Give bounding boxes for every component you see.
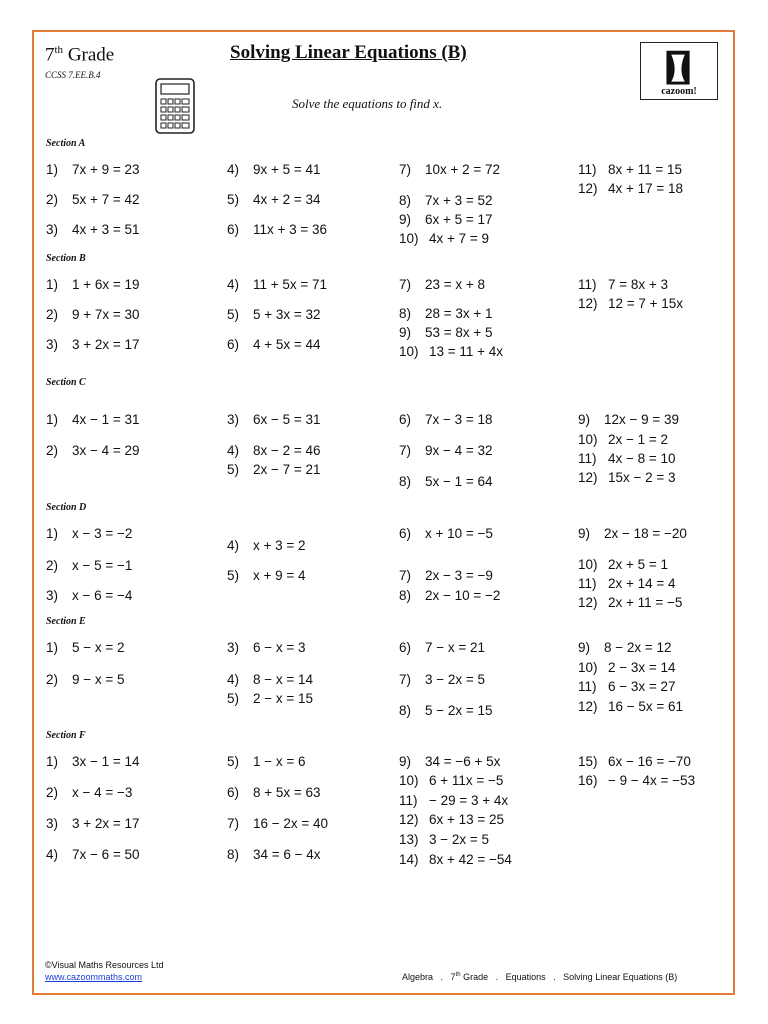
problem-number: 4) bbox=[227, 277, 240, 292]
problem-number: 5) bbox=[227, 754, 240, 769]
equation-item bbox=[227, 538, 306, 553]
grade-suffix: th bbox=[54, 44, 64, 56]
equation-text: 7x + 3 = 52 bbox=[425, 193, 493, 208]
equation-text: 8 − x = 14 bbox=[253, 672, 314, 687]
problem-number: 6) bbox=[227, 785, 240, 800]
website-link[interactable]: www.cazoommaths.com bbox=[45, 972, 143, 982]
equation-item bbox=[399, 443, 493, 458]
equation-text: 8x + 42 = −54 bbox=[429, 852, 512, 867]
problem-number: 10) bbox=[578, 660, 598, 675]
equation-item bbox=[578, 412, 679, 427]
equation-item bbox=[227, 672, 313, 687]
problem-number: 12) bbox=[578, 296, 598, 311]
problem-number: 11) bbox=[578, 576, 597, 591]
equation-text: 6x + 5 = 17 bbox=[425, 212, 493, 227]
equation-text: 3 − 2x = 5 bbox=[429, 832, 490, 847]
calculator-icon bbox=[155, 78, 195, 134]
problem-number: 12) bbox=[578, 181, 598, 196]
equation-text: 2x − 3 = −9 bbox=[425, 568, 493, 583]
ccss-code: CCSS 7.EE.B.4 bbox=[45, 70, 101, 80]
equation-item bbox=[399, 852, 512, 867]
grade-heading bbox=[45, 44, 114, 66]
equation-text: 5 − 2x = 15 bbox=[425, 703, 493, 718]
problem-number: 8) bbox=[399, 193, 412, 208]
problem-number: 1) bbox=[46, 754, 59, 769]
equation-item bbox=[578, 181, 683, 196]
equation-text: 34 = −6 + 5x bbox=[425, 754, 501, 769]
breadcrumb-grade-word: Grade bbox=[463, 972, 489, 982]
equation-text: 2x + 5 = 1 bbox=[608, 557, 669, 572]
equation-item bbox=[46, 192, 140, 207]
equation-item bbox=[578, 277, 668, 292]
section-label: Section A bbox=[46, 138, 86, 149]
equation-text: 1 − x = 6 bbox=[253, 754, 306, 769]
equation-text: 15x − 2 = 3 bbox=[608, 470, 676, 485]
equation-text: 3 − 2x = 5 bbox=[425, 672, 486, 687]
equation-item bbox=[578, 432, 668, 447]
equation-item bbox=[399, 672, 485, 687]
equation-text: 6 − 3x = 27 bbox=[608, 679, 676, 694]
problem-number: 6) bbox=[399, 640, 412, 655]
equation-item bbox=[578, 660, 676, 675]
instruction-text: Solve the equations to find x. bbox=[292, 96, 443, 111]
equation-item bbox=[227, 691, 313, 706]
breadcrumb-algebra: Algebra bbox=[402, 972, 434, 982]
breadcrumb-title: Solving Linear Equations (B) bbox=[563, 972, 678, 982]
equation-text: 5x + 7 = 42 bbox=[72, 192, 140, 207]
equation-item bbox=[227, 847, 321, 862]
equation-item bbox=[399, 277, 485, 292]
equation-text: 7 − x = 21 bbox=[425, 640, 486, 655]
equation-text: 3 + 2x = 17 bbox=[72, 816, 140, 831]
problem-number: 7) bbox=[399, 443, 412, 458]
problem-number: 9) bbox=[399, 754, 412, 769]
problem-number: 12) bbox=[399, 812, 419, 827]
equation-item bbox=[578, 162, 682, 177]
equation-item bbox=[578, 470, 676, 485]
problem-number: 9) bbox=[578, 526, 591, 541]
problem-number: 10) bbox=[399, 344, 419, 359]
problem-number: 13) bbox=[399, 832, 419, 847]
equation-text: 13 = 11 + 4x bbox=[429, 344, 504, 359]
problem-number: 7) bbox=[399, 162, 412, 177]
problem-number: 2) bbox=[46, 785, 59, 800]
equation-text: 4x + 7 = 9 bbox=[429, 231, 490, 246]
problem-number: 3) bbox=[46, 222, 59, 237]
equation-text: 4 + 5x = 44 bbox=[253, 337, 321, 352]
equation-text: 2x − 1 = 2 bbox=[608, 432, 669, 447]
section-label: Section E bbox=[46, 616, 86, 627]
equation-text: 9x − 4 = 32 bbox=[425, 443, 493, 458]
section-label: Section C bbox=[46, 377, 86, 388]
problem-number: 5) bbox=[227, 691, 240, 706]
problem-number: 5) bbox=[227, 462, 240, 477]
problem-number: 15) bbox=[578, 754, 598, 769]
equation-item bbox=[46, 754, 140, 769]
equation-text: 7x − 6 = 50 bbox=[72, 847, 140, 862]
equation-text: − 9 − 4x = −53 bbox=[608, 773, 696, 788]
equation-item bbox=[578, 754, 691, 769]
equation-item bbox=[399, 640, 485, 655]
breadcrumb-grade-number: 7 bbox=[450, 972, 456, 982]
equation-text: 6x − 5 = 31 bbox=[253, 412, 321, 427]
equation-item bbox=[227, 277, 327, 292]
equation-item bbox=[399, 568, 493, 583]
equation-text: 34 = 6 − 4x bbox=[253, 847, 321, 862]
equation-item bbox=[399, 474, 493, 489]
equation-item bbox=[46, 337, 140, 352]
problem-number: 2) bbox=[46, 307, 59, 322]
equation-text: 8x − 2 = 46 bbox=[253, 443, 321, 458]
problem-number: 8) bbox=[399, 306, 412, 321]
equation-item bbox=[46, 307, 140, 322]
equation-item bbox=[399, 344, 503, 359]
equation-item bbox=[46, 412, 140, 427]
equation-text: − 29 = 3 + 4x bbox=[429, 793, 509, 808]
equation-item bbox=[46, 277, 140, 292]
equation-text: 6x − 16 = −70 bbox=[608, 754, 691, 769]
equation-text: 7x + 9 = 23 bbox=[72, 162, 140, 177]
equation-text: 9x + 5 = 41 bbox=[253, 162, 321, 177]
equation-item bbox=[227, 568, 306, 583]
problem-number: 3) bbox=[46, 816, 59, 831]
equation-text: 5x − 1 = 64 bbox=[425, 474, 493, 489]
equation-text: 5 − x = 2 bbox=[72, 640, 125, 655]
problem-number: 11) bbox=[399, 793, 418, 808]
equation-text: 4x + 2 = 34 bbox=[253, 192, 321, 207]
equation-text: 4x + 3 = 51 bbox=[72, 222, 140, 237]
problem-number: 7) bbox=[227, 816, 240, 831]
equation-text: 2 − x = 15 bbox=[253, 691, 314, 706]
problem-number: 3) bbox=[46, 337, 59, 352]
equation-text: 4x + 17 = 18 bbox=[608, 181, 684, 196]
problem-number: 1) bbox=[46, 526, 59, 541]
equation-text: x − 6 = −4 bbox=[72, 588, 133, 603]
equation-text: x − 3 = −2 bbox=[72, 526, 133, 541]
equation-text: 8x + 11 = 15 bbox=[608, 162, 683, 177]
problem-number: 10) bbox=[399, 773, 419, 788]
problem-number: 11) bbox=[578, 679, 597, 694]
equation-text: 9 + 7x = 30 bbox=[72, 307, 140, 322]
equation-text: 10x + 2 = 72 bbox=[425, 162, 501, 177]
equation-text: 16 − 2x = 40 bbox=[253, 816, 329, 831]
problem-number: 7) bbox=[399, 568, 412, 583]
equation-text: 2x + 11 = −5 bbox=[608, 595, 683, 610]
problem-number: 1) bbox=[46, 412, 59, 427]
problem-number: 5) bbox=[227, 307, 240, 322]
section-label: Section B bbox=[46, 253, 86, 264]
problem-number: 7) bbox=[399, 277, 412, 292]
equation-item bbox=[578, 557, 668, 572]
problem-number: 6) bbox=[399, 412, 412, 427]
equation-text: 5 + 3x = 32 bbox=[253, 307, 321, 322]
grade-word: Grade bbox=[67, 44, 115, 66]
problem-number: 7) bbox=[399, 672, 412, 687]
equation-text: 8 + 5x = 63 bbox=[253, 785, 321, 800]
problem-number: 4) bbox=[46, 847, 59, 862]
problem-number: 4) bbox=[227, 538, 240, 553]
problem-number: 8) bbox=[399, 474, 412, 489]
grade-number: 7 bbox=[45, 44, 55, 66]
equation-item bbox=[578, 773, 695, 788]
problem-number: 1) bbox=[46, 640, 59, 655]
equation-item bbox=[578, 296, 683, 311]
equation-text: 2x + 14 = 4 bbox=[608, 576, 676, 591]
problem-number: 8) bbox=[399, 703, 412, 718]
equation-text: 23 = x + 8 bbox=[425, 277, 486, 292]
equation-item bbox=[227, 462, 321, 477]
problem-number: 2) bbox=[46, 672, 59, 687]
problem-number: 9) bbox=[578, 412, 591, 427]
problem-number: 9) bbox=[578, 640, 591, 655]
problem-number: 3) bbox=[46, 588, 59, 603]
equation-item bbox=[578, 576, 676, 591]
equation-item bbox=[227, 443, 321, 458]
equation-item bbox=[46, 162, 140, 177]
equation-text: x + 9 = 4 bbox=[253, 568, 306, 583]
equation-text: x + 10 = −5 bbox=[425, 526, 493, 541]
equation-text: 3 + 2x = 17 bbox=[72, 337, 140, 352]
equation-item bbox=[578, 699, 683, 714]
equation-item bbox=[399, 588, 500, 603]
equation-item bbox=[399, 412, 493, 427]
problem-number: 8) bbox=[227, 847, 240, 862]
problem-number: 2) bbox=[46, 558, 59, 573]
equation-item bbox=[46, 588, 132, 603]
problem-number: 11) bbox=[578, 277, 597, 292]
equation-item bbox=[578, 640, 672, 655]
equation-text: 28 = 3x + 1 bbox=[425, 306, 493, 321]
equation-item bbox=[399, 773, 503, 788]
equation-item bbox=[227, 412, 321, 427]
equation-text: 9 − x = 5 bbox=[72, 672, 125, 687]
problem-number: 4) bbox=[227, 672, 240, 687]
equation-item bbox=[46, 672, 125, 687]
equation-text: 3x − 4 = 29 bbox=[72, 443, 140, 458]
breadcrumb-grade-suffix: th bbox=[455, 972, 461, 978]
breadcrumb-topic: Equations bbox=[505, 972, 546, 982]
equation-text: 8 − 2x = 12 bbox=[604, 640, 672, 655]
equation-item bbox=[578, 595, 682, 610]
equation-text: 11 + 5x = 71 bbox=[253, 277, 328, 292]
equation-text: 12 = 7 + 15x bbox=[608, 296, 684, 311]
equation-text: 7 = 8x + 3 bbox=[608, 277, 669, 292]
equation-text: 2x − 7 = 21 bbox=[253, 462, 321, 477]
problem-number: 12) bbox=[578, 595, 598, 610]
equation-text: 4x − 1 = 31 bbox=[72, 412, 140, 427]
equation-text: 16 − 5x = 61 bbox=[608, 699, 684, 714]
equation-item bbox=[399, 754, 500, 769]
equation-item bbox=[46, 640, 125, 655]
equation-text: 1 + 6x = 19 bbox=[72, 277, 140, 292]
equation-item bbox=[46, 222, 140, 237]
problem-number: 4) bbox=[227, 443, 240, 458]
equation-item bbox=[227, 337, 321, 352]
equation-item bbox=[227, 785, 321, 800]
equation-text: 4x − 8 = 10 bbox=[608, 451, 676, 466]
problem-number: 4) bbox=[227, 162, 240, 177]
problem-number: 1) bbox=[46, 277, 59, 292]
copyright: ©Visual Maths Resources Ltd bbox=[45, 960, 164, 970]
equation-text: 53 = 8x + 5 bbox=[425, 325, 493, 340]
equation-item bbox=[46, 526, 132, 541]
problem-number: 3) bbox=[227, 412, 240, 427]
problem-number: 16) bbox=[578, 773, 598, 788]
problem-number: 2) bbox=[46, 443, 59, 458]
problem-number: 3) bbox=[227, 640, 240, 655]
equation-text: 3x − 1 = 14 bbox=[72, 754, 140, 769]
problem-number: 10) bbox=[399, 231, 419, 246]
equation-item bbox=[578, 451, 676, 466]
equation-text: 6 + 11x = −5 bbox=[429, 773, 504, 788]
equation-item bbox=[46, 785, 132, 800]
equation-text: 11x + 3 = 36 bbox=[253, 222, 328, 237]
problem-number: 12) bbox=[578, 470, 598, 485]
equation-item bbox=[578, 526, 687, 541]
problem-number: 9) bbox=[399, 212, 412, 227]
problem-number: 11) bbox=[578, 451, 597, 466]
equation-item bbox=[46, 443, 140, 458]
equation-item bbox=[399, 793, 508, 808]
problem-number: 6) bbox=[227, 222, 240, 237]
equation-text: x − 5 = −1 bbox=[72, 558, 133, 573]
cazoom-logo bbox=[640, 42, 718, 100]
equation-item bbox=[227, 222, 327, 237]
equation-item bbox=[399, 325, 493, 340]
equation-item bbox=[399, 812, 504, 827]
problem-number: 2) bbox=[46, 192, 59, 207]
equation-text: 12x − 9 = 39 bbox=[604, 412, 680, 427]
problem-number: 6) bbox=[399, 526, 412, 541]
section-label: Section D bbox=[46, 502, 87, 513]
equation-item bbox=[227, 816, 328, 831]
equation-item bbox=[399, 193, 493, 208]
equation-item bbox=[399, 231, 489, 246]
equation-item bbox=[227, 307, 321, 322]
problem-number: 9) bbox=[399, 325, 412, 340]
equation-text: 2x − 18 = −20 bbox=[604, 526, 687, 541]
equation-item bbox=[227, 192, 321, 207]
section-label: Section F bbox=[46, 730, 86, 741]
equation-item bbox=[399, 526, 493, 541]
equation-item bbox=[399, 703, 493, 718]
equation-text: 7x − 3 = 18 bbox=[425, 412, 493, 427]
problem-number: 10) bbox=[578, 432, 598, 447]
equation-item bbox=[227, 754, 306, 769]
equation-item bbox=[399, 832, 489, 847]
page-title: Solving Linear Equations (B) bbox=[230, 42, 467, 63]
equation-item bbox=[227, 640, 306, 655]
problem-number: 14) bbox=[399, 852, 419, 867]
equation-item bbox=[578, 679, 676, 694]
problem-number: 10) bbox=[578, 557, 598, 572]
problem-number: 11) bbox=[578, 162, 597, 177]
equation-item bbox=[46, 558, 132, 573]
problem-number: 1) bbox=[46, 162, 59, 177]
equation-text: 6 − x = 3 bbox=[253, 640, 306, 655]
logo-text: cazoom! bbox=[661, 86, 697, 97]
problem-number: 12) bbox=[578, 699, 598, 714]
footer-breadcrumb: Algebra . 7th Grade . Equations . Solving Linear Equations (B) bbox=[402, 972, 678, 982]
equation-item bbox=[399, 212, 493, 227]
equation-text: 6x + 13 = 25 bbox=[429, 812, 505, 827]
equation-item bbox=[399, 162, 500, 177]
equation-item bbox=[46, 816, 140, 831]
equation-item bbox=[227, 162, 321, 177]
equation-text: x + 3 = 2 bbox=[253, 538, 306, 553]
problem-number: 6) bbox=[227, 337, 240, 352]
problem-number: 8) bbox=[399, 588, 412, 603]
problem-number: 5) bbox=[227, 192, 240, 207]
problem-number: 5) bbox=[227, 568, 240, 583]
equation-item bbox=[46, 847, 140, 862]
equation-text: 2x − 10 = −2 bbox=[425, 588, 501, 603]
equation-text: 2 − 3x = 14 bbox=[608, 660, 676, 675]
equation-item bbox=[399, 306, 493, 321]
equation-text: x − 4 = −3 bbox=[72, 785, 133, 800]
